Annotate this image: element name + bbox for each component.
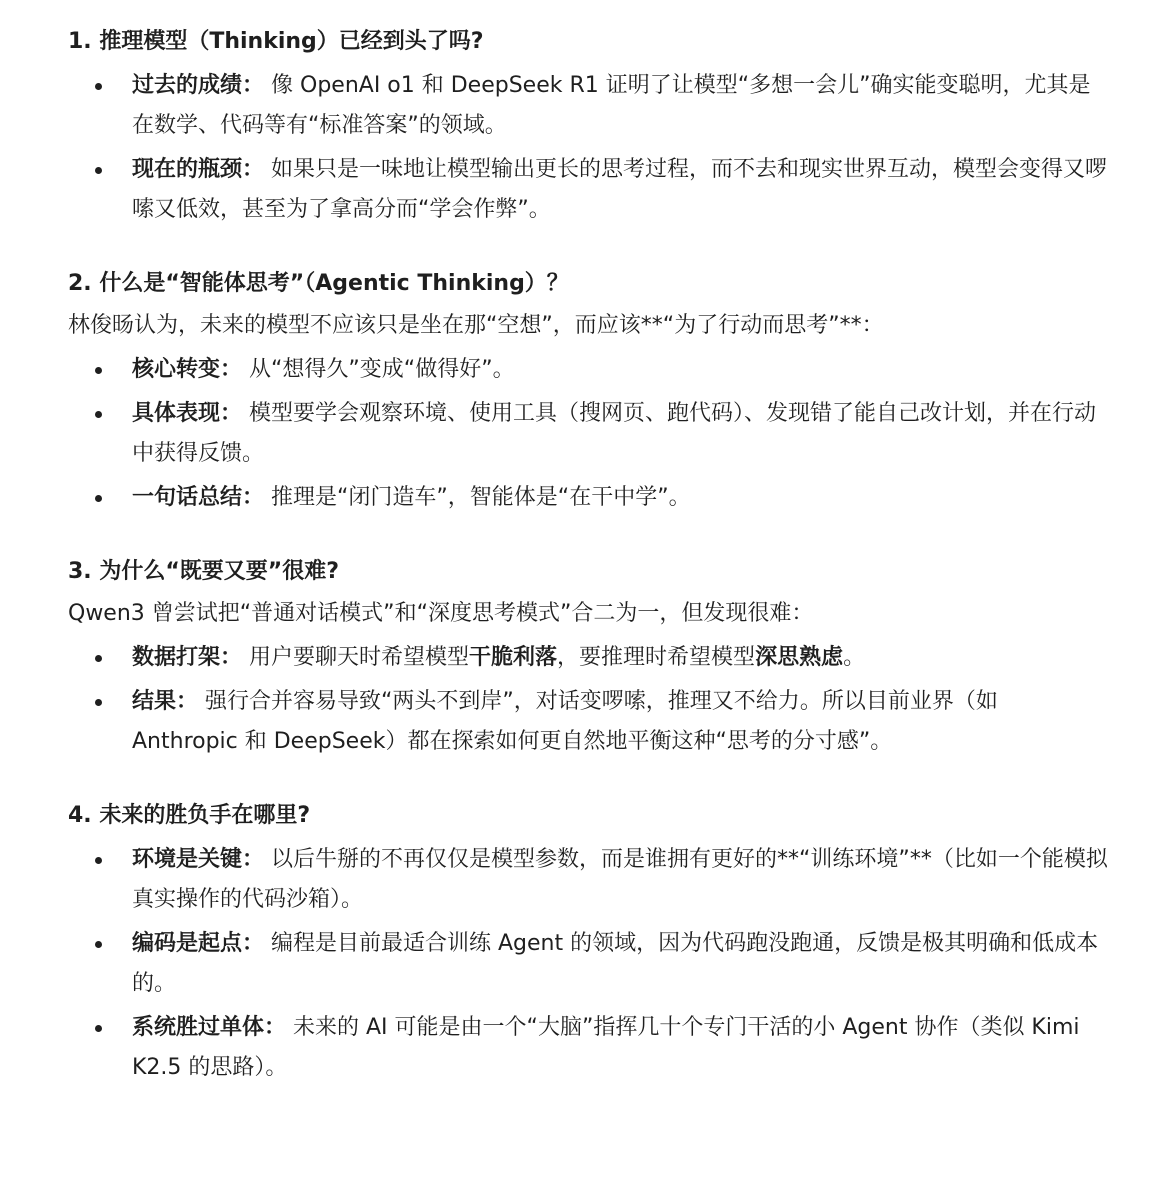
list-item — [68, 66, 1108, 146]
section-heading: 3. 为什么“既要又要”很难? — [68, 559, 340, 584]
item-label: 环境是关键： — [132, 847, 265, 872]
item-text: 。 — [843, 645, 866, 670]
section-intro: 林俊旸认为，未来的模型不应该只是坐在那“空想”，而应该**“为了行动而思考”**： — [68, 313, 884, 338]
section-heading: 4. 未来的胜负手在哪里? — [68, 803, 311, 828]
item-text: 编程是目前最适合训练 Agent 的领域，因为代码跑没跑通，反馈是极其明确和低成本的。 — [132, 931, 1099, 996]
item-text: 模型要学会观察环境、使用工具（搜网页、跑代码）、发现错了能自己改计划，并在行动中获得反馈。 — [132, 401, 1097, 466]
list-item — [68, 924, 1108, 1004]
item-label: 过去的成绩： — [132, 73, 265, 98]
bullet-list — [68, 350, 1108, 518]
list-item — [68, 478, 1108, 518]
bullet-list — [68, 840, 1108, 1088]
item-label: 核心转变： — [132, 357, 243, 382]
section-2 — [68, 264, 1108, 518]
section-4 — [68, 796, 1108, 1088]
bullet-list — [68, 66, 1108, 230]
list-item — [68, 1008, 1108, 1088]
item-text: 用户要聊天时希望模型 — [249, 645, 470, 670]
bullet-list — [68, 638, 1108, 762]
list-item — [68, 350, 1108, 390]
item-text: 强行合并容易导致“两头不到岸”，对话变啰嗦，推理又不给力。所以目前业界（如 Anthropic 和 DeepSeek）都在探索如何更自然地平衡这种“思考的分寸感”。 — [132, 689, 998, 754]
emphasis-text: 干脆利落 — [469, 645, 558, 670]
section-1 — [68, 22, 1108, 230]
section-heading: 2. 什么是“智能体思考”（Agentic Thinking）？ — [68, 271, 569, 296]
item-label: 结果： — [132, 689, 199, 714]
document — [68, 22, 1108, 1092]
emphasis-text: 深思熟虑 — [755, 645, 844, 670]
item-text: ，要推理时希望模型 — [557, 645, 756, 670]
item-text: 像 OpenAI o1 和 DeepSeek R1 证明了让模型“多想一会儿”确实能变聪明，尤其是在数学、代码等有“标准答案”的领域。 — [132, 73, 1091, 138]
item-label: 数据打架： — [132, 645, 243, 670]
item-text: 推理是“闭门造车”，智能体是“在干中学”。 — [271, 485, 691, 510]
section-intro: Qwen3 曾尝试把“普通对话模式”和“深度思考模式”合二为一，但发现很难： — [68, 601, 814, 626]
list-item — [68, 682, 1108, 762]
list-item — [68, 150, 1108, 230]
section-heading: 1. 推理模型（Thinking）已经到头了吗? — [68, 29, 484, 54]
item-text: 未来的 AI 可能是由一个“大脑”指挥几十个专门干活的小 Agent 协作（类似 Kimi K2.5 的思路）。 — [132, 1015, 1080, 1080]
list-item — [68, 394, 1108, 474]
section-3 — [68, 552, 1108, 762]
item-label: 系统胜过单体： — [132, 1015, 287, 1040]
item-label: 具体表现： — [132, 401, 243, 426]
item-text: 如果只是一味地让模型输出更长的思考过程，而不去和现实世界互动，模型会变得又啰嗦又低效，甚至为了拿高分而“学会作弊”。 — [132, 157, 1108, 222]
item-text: 以后牛掰的不再仅仅是模型参数，而是谁拥有更好的**“训练环境”**（比如一个能模拟真实操作的代码沙箱）。 — [132, 847, 1108, 912]
item-label: 现在的瓶颈： — [132, 157, 265, 182]
list-item — [68, 638, 1108, 678]
item-text: 从“想得久”变成“做得好”。 — [249, 357, 515, 382]
item-label: 编码是起点： — [132, 931, 265, 956]
item-label: 一句话总结： — [132, 485, 265, 510]
list-item — [68, 840, 1108, 920]
